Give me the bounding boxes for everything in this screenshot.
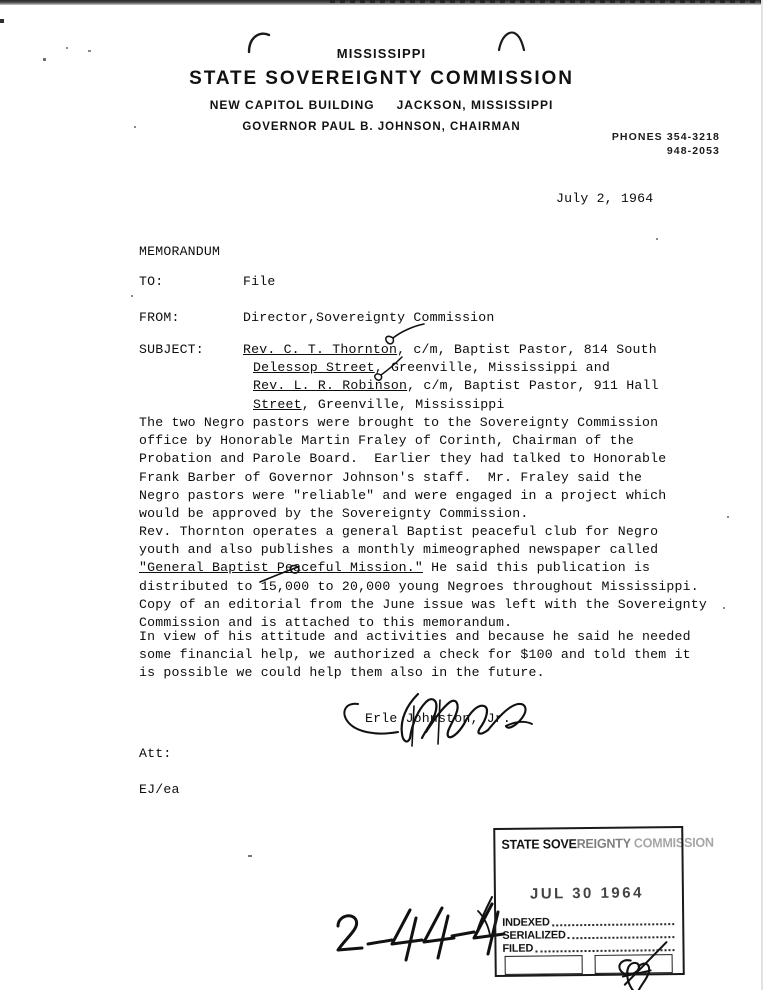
stamp-boxes bbox=[505, 954, 673, 975]
document-date: July 2, 1964 bbox=[556, 191, 654, 206]
letterhead-phones bbox=[600, 130, 720, 158]
subject-label: SUBJECT: bbox=[139, 342, 204, 357]
stamp-title-faded-1: REIGNTY bbox=[576, 835, 631, 852]
p1-line-2: office by Honorable Martin Fraley of Corinth, Chairman of the bbox=[139, 433, 634, 449]
subject-street-delessop: Delessop Street bbox=[253, 360, 375, 376]
stamp-box-right bbox=[595, 954, 673, 974]
typist-initials: EJ/ea bbox=[139, 782, 180, 797]
attachment-note: Att: bbox=[139, 746, 172, 761]
p3-line-1: In view of his attitude and activities and because he said he needed bbox=[139, 629, 691, 644]
letterhead-organization: STATE SOVEREIGNTY COMMISSION bbox=[189, 68, 574, 89]
stamp-field-filed bbox=[502, 940, 674, 955]
memorandum-title: MEMORANDUM bbox=[139, 244, 221, 259]
body-paragraph-3 bbox=[139, 628, 691, 683]
subject-street-hall: Street bbox=[253, 396, 302, 412]
scan-speck bbox=[727, 516, 729, 518]
stamp-inner bbox=[499, 832, 714, 967]
stamp-title-faded-2: COMMISSION bbox=[633, 834, 714, 851]
subject-value bbox=[243, 341, 659, 414]
scan-edge-dashes bbox=[330, 0, 763, 3]
stamp-field-filed-dots bbox=[535, 949, 674, 952]
to-value: File bbox=[243, 274, 276, 289]
phones-label: PHONES bbox=[611, 131, 663, 143]
letterhead-building: NEW CAPITOL BUILDING bbox=[209, 98, 375, 112]
body-paragraph-1 bbox=[139, 414, 666, 523]
subject-name-thornton: Rev. C. T. Thornton bbox=[243, 342, 398, 357]
scan-edge-nick bbox=[0, 19, 4, 23]
p2-line-1: Rev. Thornton operates a general Baptist peaceful club for Negro bbox=[139, 524, 659, 539]
letterhead-state: MISSISSIPPI bbox=[336, 46, 427, 61]
stamp-field-indexed-dots bbox=[552, 923, 675, 926]
p2-line-3-rest: He said this publication is bbox=[422, 560, 651, 576]
p2-line-6: Commission and is attached to this memorandum. bbox=[139, 615, 513, 631]
scan-speck bbox=[131, 295, 133, 297]
p1-line-1: The two Negro pastors were brought to the Sovereignty Commission bbox=[139, 415, 659, 430]
to-label: TO: bbox=[139, 274, 164, 289]
signature-name: Erle Johnston, Jr. bbox=[365, 711, 512, 726]
stamp-fields bbox=[502, 914, 674, 955]
handwritten-file-number bbox=[330, 900, 510, 970]
subject-line2-rest: , Greenville, Mississippi and bbox=[374, 360, 611, 376]
p2-line-2: youth and also publishes a monthly mimeographed newspaper called bbox=[139, 542, 659, 558]
scan-speck bbox=[723, 607, 725, 609]
received-stamp bbox=[493, 826, 714, 977]
letterhead-address bbox=[0, 98, 763, 112]
p1-line-6: would be approved by the Sovereignty Commission. bbox=[139, 506, 529, 522]
stamp-title bbox=[501, 834, 714, 852]
p2-line-5: Copy of an editorial from the June issue was left with the Sovereignty bbox=[139, 596, 707, 612]
stamp-field-serialized-label: SERIALIZED bbox=[502, 929, 566, 942]
letterhead-chairman: GOVERNOR PAUL B. JOHNSON, CHAIRMAN bbox=[242, 121, 521, 133]
scan-speck bbox=[248, 855, 252, 857]
stamp-field-indexed-label: INDEXED bbox=[502, 916, 550, 929]
from-label: FROM: bbox=[139, 310, 180, 325]
stamp-field-serialized-dots bbox=[568, 936, 675, 939]
p1-line-3: Probation and Parole Board. Earlier they had talked to Honorable bbox=[139, 451, 667, 467]
stamp-title-clear: STATE SOVE bbox=[501, 836, 577, 852]
stamp-box-left bbox=[505, 955, 583, 975]
p1-line-4: Frank Barber of Governor Johnson's staff. Mr. Fraley said the bbox=[139, 469, 643, 485]
phone-line-1 bbox=[600, 130, 720, 144]
phone-number-1: 354-3218 bbox=[666, 131, 720, 143]
stamp-field-filed-label: FILED bbox=[502, 942, 534, 955]
subject-name-robinson: Rev. L. R. Robinson bbox=[253, 378, 408, 394]
subject-line4-rest: , Greenville, Mississippi bbox=[301, 396, 505, 412]
from-value: Director,Sovereignty Commission bbox=[243, 310, 495, 325]
p2-line-4: distributed to 15,000 to 20,000 young Negroes throughout Mississippi. bbox=[139, 578, 699, 594]
p1-line-5: Negro pastors were "reliable" and were engaged in a project which bbox=[139, 487, 667, 503]
letterhead bbox=[0, 46, 763, 133]
p3-line-2: some financial help, we authorized a check for $100 and told them it bbox=[139, 647, 691, 663]
scan-speck bbox=[656, 238, 658, 240]
p3-line-3: is possible we could help them also in the future. bbox=[139, 665, 545, 681]
phone-number-2: 948-2053 bbox=[666, 145, 720, 157]
subject-line3-rest: , c/m, Baptist Pastor, 911 Hall bbox=[407, 378, 659, 394]
body-paragraph-2 bbox=[139, 523, 707, 632]
newspaper-title: "General Baptist Peaceful Mission." bbox=[139, 560, 423, 576]
letterhead-city: JACKSON, MISSISSIPPI bbox=[396, 98, 554, 112]
subject-line1-rest: , c/m, Baptist Pastor, 814 South bbox=[397, 342, 657, 357]
stamp-date: JUL 30 1964 bbox=[529, 884, 644, 903]
